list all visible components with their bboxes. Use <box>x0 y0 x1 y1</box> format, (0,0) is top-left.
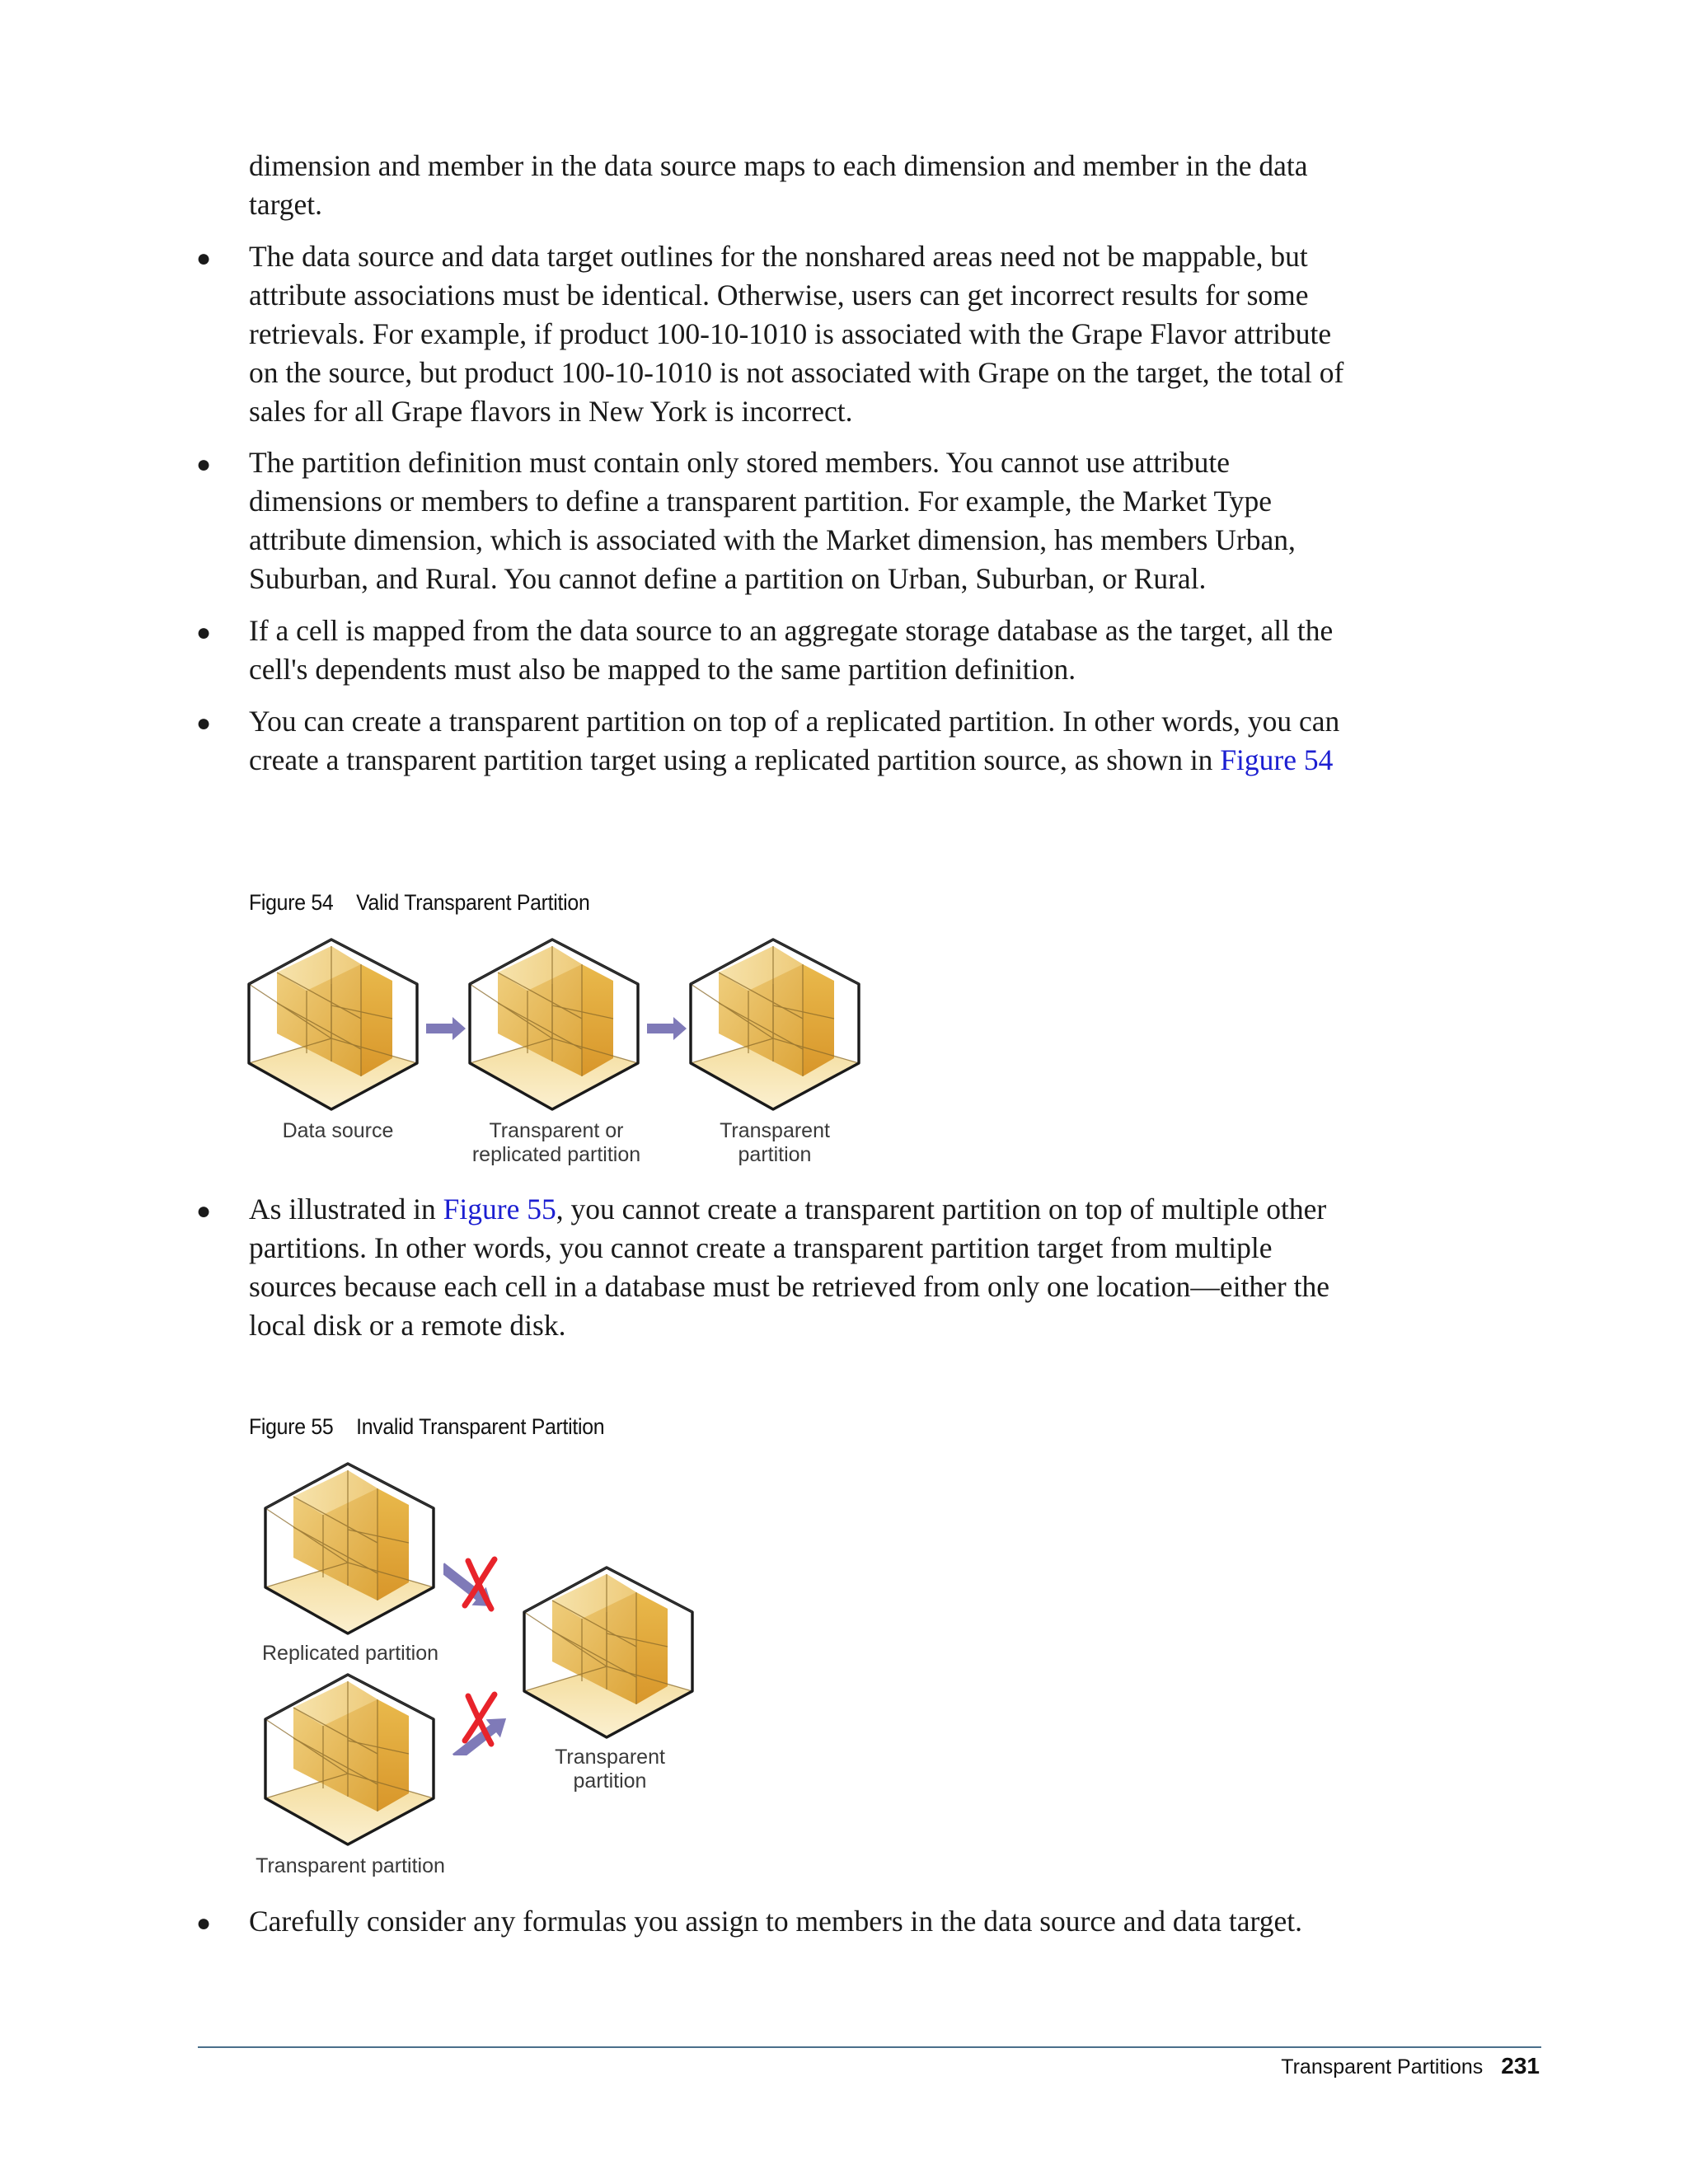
transparent-target-cube <box>521 1566 697 1742</box>
paragraph-aggregate-storage: If a cell is mapped from the data source to an aggregate storage database as the target, all the cell's dependents must also be mapped to the same partition definition. <box>249 614 1334 686</box>
label-line: partition <box>573 1769 647 1793</box>
paragraph-text: , you cannot create a transparent partition on top of multiple other partitions. In other words, you cannot create a transparent partition target from multiple sources because each cell in a database must be retrieved from only one location—either the local disk or a remote disk. <box>249 1193 1329 1342</box>
bullet-marker: ● <box>196 710 212 737</box>
label-line: partition <box>738 1143 812 1166</box>
figure-number: Figure 55 <box>249 1414 334 1439</box>
paragraph-formulas: Carefully consider any formulas you assign to members in the data source and data target. <box>249 1905 1302 1938</box>
label-line: replicated partition <box>471 1143 641 1166</box>
paragraph-replicated-source <box>249 702 1345 780</box>
label-transparent-partition-target <box>519 1746 701 1793</box>
figure-title: Valid Transparent Partition <box>356 890 590 915</box>
label-transparent-partition <box>684 1119 865 1167</box>
right-arrow-icon <box>647 1015 688 1042</box>
page-footer <box>1281 2053 1540 2079</box>
label-transparent-partition-source: Transparent partition <box>256 1854 445 1877</box>
label-data-source: Data source <box>282 1119 394 1142</box>
transparent-partition-cube <box>687 938 864 1114</box>
paragraph-continuation: dimension and member in the data source maps to each dimension and member in the data target. <box>249 149 1308 221</box>
label-transparent-or-replicated <box>445 1119 668 1167</box>
figure-54-caption <box>249 890 589 916</box>
transparent-source-cube <box>262 1673 438 1849</box>
bullet-marker: ● <box>196 1910 212 1937</box>
middle-partition-cube <box>467 938 643 1114</box>
bullet-marker: ● <box>196 619 212 646</box>
label-line: Transparent <box>555 1746 665 1769</box>
label-line: Transparent or <box>489 1119 624 1142</box>
footer-section-title: Transparent Partitions <box>1281 2055 1484 2079</box>
footer-rule <box>198 2046 1541 2048</box>
figure-55-link[interactable]: Figure 55 <box>443 1193 556 1226</box>
bullet-marker: ● <box>196 451 212 478</box>
paragraph-attribute-associations: The data source and data target outlines for the nonshared areas need not be mappable, but attribute associations must be identical. Otherwise, users can get incorrect results for some retrievals. For example, if product 100-10-1010 is associated with the Grape Flavor attribute on the source, but product 100-10-1010 is not associated with Grape on the target, the total of sales for all Grape flavors in New York is incorrect. <box>249 240 1344 428</box>
figure-54-link[interactable]: Figure 54 <box>1220 743 1334 776</box>
label-replicated-partition: Replicated partition <box>261 1642 438 1665</box>
paragraph-text: As illustrated in <box>249 1193 443 1226</box>
figure-title: Invalid Transparent Partition <box>356 1414 605 1439</box>
figure-55-caption <box>249 1414 604 1440</box>
label-line: Transparent <box>720 1119 830 1142</box>
data-source-cube <box>246 938 422 1114</box>
bullet-marker: ● <box>196 1197 212 1225</box>
paragraph-text: You can create a transparent partition on top of a replicated partition. In other words, you can create a transparent partition target using a replicated partition source, as shown in <box>249 705 1340 776</box>
right-arrow-icon <box>426 1015 467 1042</box>
paragraph-stored-members: The partition definition must contain only stored members. You cannot use attribute dimensions or members to define a transparent partition. For example, the Market Type attribute dimension, which is associated with the Market dimension, has members Urban, Suburban, and Rural. You cannot define a partition on Urban, Suburban, or Rural. <box>249 446 1296 595</box>
invalid-arrow-icon <box>443 1690 514 1755</box>
paragraph-multiple-partitions <box>249 1190 1345 1345</box>
page-number: 231 <box>1501 2053 1540 2079</box>
replicated-partition-cube <box>262 1462 438 1638</box>
figure-number: Figure 54 <box>249 890 334 915</box>
invalid-arrow-icon <box>443 1551 514 1617</box>
bullet-marker: ● <box>196 245 212 272</box>
